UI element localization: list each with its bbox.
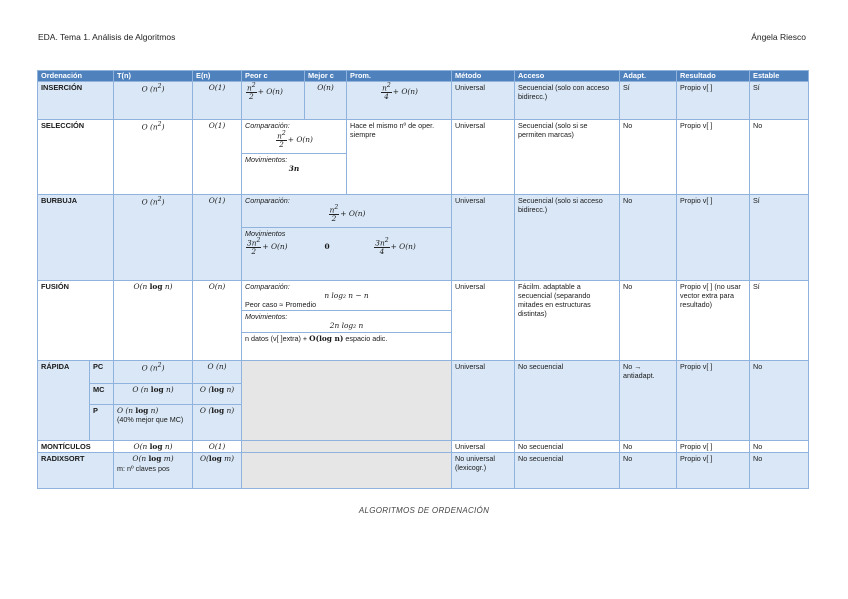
stable: Sí xyxy=(750,281,809,361)
algorithm-name: SELECCIÓN xyxy=(38,120,114,195)
col-header-adapt: Adapt. xyxy=(620,71,677,82)
time-complexity: O(n log n) xyxy=(114,281,193,361)
comparisons-value: $\frac{n^2}{2}$ + O(n) xyxy=(329,204,366,224)
comparisons-label: Comparación: xyxy=(245,121,290,130)
method: Universal xyxy=(452,195,515,281)
access: No secuencial xyxy=(515,453,620,489)
comparisons-value: n log₂ n − n xyxy=(324,291,369,300)
time-complexity: O $(n^2)$ xyxy=(114,195,193,281)
result: Propio v[ ] xyxy=(677,195,750,281)
adaptive: No xyxy=(620,281,677,361)
method: Universal xyxy=(452,441,515,453)
time-complexity: O(n log m) m: nº claves pos xyxy=(114,453,193,489)
movements-label: Movimientos xyxy=(245,229,286,238)
sorting-algorithms-table xyxy=(37,70,809,489)
space-complexity: O(n) xyxy=(193,281,242,361)
result: Propio v[ ] xyxy=(677,82,750,120)
stable: No xyxy=(750,453,809,489)
col-header-estable: Estable xyxy=(750,71,809,82)
table-row xyxy=(38,281,809,361)
algorithm-name: RADIXSORT xyxy=(38,453,114,489)
result: Propio v[ ] xyxy=(677,120,750,195)
time-complexity-mc: O (n log n) xyxy=(114,384,193,405)
adaptive: No xyxy=(620,453,677,489)
space-complexity: O(1) xyxy=(193,120,242,195)
col-header-mejor: Mejor c xyxy=(305,71,347,82)
stable: No xyxy=(750,361,809,441)
method: No universal (lexicogr.) xyxy=(452,453,515,489)
comparisons-value: $\frac{n^2}{2}$ + O(n) xyxy=(277,130,313,150)
stable: Sí xyxy=(750,82,809,120)
table-row xyxy=(38,82,809,120)
table-row xyxy=(38,441,809,453)
algorithm-name: FUSIÓN xyxy=(38,281,114,361)
method: Universal xyxy=(452,361,515,441)
result: Propio v[ ] xyxy=(677,361,750,441)
comparisons-note: Peor caso ≈ Promedio xyxy=(245,300,317,310)
operations-cell-empty xyxy=(242,441,452,453)
col-header-resultado: Resultado xyxy=(677,71,750,82)
best-case: O(n) xyxy=(305,82,347,120)
operations-cell-empty xyxy=(242,453,452,489)
operations-cell xyxy=(242,195,452,281)
table-row xyxy=(38,361,809,384)
access: Fácilm. adaptable a secuencial (separando mitades en estructuras distintas) xyxy=(515,281,620,361)
comparisons-label: Comparación: xyxy=(245,196,290,205)
space-complexity-pc: O (n) xyxy=(193,361,242,384)
stable: Sí xyxy=(750,195,809,281)
result: Propio v[ ] xyxy=(677,441,750,453)
col-header-acceso: Acceso xyxy=(515,71,620,82)
access: Secuencial (solo si acceso bidirecc.) xyxy=(515,195,620,281)
space-complexity: O(1) xyxy=(193,195,242,281)
algorithm-name: INSERCIÓN xyxy=(38,82,114,120)
access: Secuencial (solo si se permiten marcas) xyxy=(515,120,620,195)
access: Secuencial (solo con acceso bidirecc.) xyxy=(515,82,620,120)
col-header-metodo: Método xyxy=(452,71,515,82)
time-complexity: O(n log n) xyxy=(114,441,193,453)
table-caption: ALGORITMOS DE ORDENACIÓN xyxy=(358,506,490,515)
space-complexity: O(1) xyxy=(193,82,242,120)
result: Propio v[ ] (no usar vector extra para resultado) xyxy=(677,281,750,361)
operations-cell xyxy=(242,120,347,195)
col-header-e: E(n) xyxy=(193,71,242,82)
algorithm-name: BURBUJA xyxy=(38,195,114,281)
algorithm-name: MONTÍCULOS xyxy=(38,441,114,453)
operations-cell-empty xyxy=(242,361,452,441)
adaptive: No xyxy=(620,441,677,453)
table-row xyxy=(38,195,809,281)
algorithm-name: RÁPIDA xyxy=(38,361,90,441)
average-case: $\frac{n^2}{4}$ + O(n) xyxy=(347,82,452,120)
table-row xyxy=(38,120,809,195)
time-complexity: O $(n^2)$ xyxy=(114,120,193,195)
case-label-mc: MC xyxy=(90,384,114,405)
movements-value: 2n log₂ n xyxy=(329,321,364,331)
worst-case: $\frac{n^2}{2}$ + O(n) xyxy=(242,82,305,120)
extra-space-note: n datos (v[ ]extra) + O(log n) espacio adic. xyxy=(242,332,451,343)
time-complexity-note: m: nº claves pos xyxy=(117,463,170,473)
movements-worst: $\frac{3n^2}{2}$ + O(n) xyxy=(247,237,288,257)
table-header-row xyxy=(38,71,809,82)
movements-value: 3n xyxy=(288,164,300,173)
time-complexity: O $(n^2)$ xyxy=(114,82,193,120)
space-complexity: O(1) xyxy=(193,441,242,453)
table-row xyxy=(38,453,809,489)
col-header-ordenacion: Ordenación xyxy=(38,71,114,82)
movements-average: $\frac{3n^2}{4}$ + O(n) xyxy=(375,237,416,257)
movements-label: Movimientos: xyxy=(245,312,288,322)
document-header-right: Ángela Riesco xyxy=(751,32,806,42)
time-complexity-p: O (n log n) (40% mejor que MC) xyxy=(114,405,193,441)
movements-block xyxy=(242,310,451,330)
average-case: Hace el mismo nº de oper. siempre xyxy=(347,120,452,195)
comparisons-label: Comparación: xyxy=(245,282,290,291)
space-complexity: O(log m) xyxy=(193,453,242,489)
adaptive: Sí xyxy=(620,82,677,120)
operations-cell xyxy=(242,281,452,361)
col-header-peor: Peor c xyxy=(242,71,305,82)
movements-label: Movimientos: xyxy=(245,155,288,164)
stable: No xyxy=(750,120,809,195)
movements-block xyxy=(242,227,451,256)
average-case-note: (40% mejor que MC) xyxy=(117,415,184,425)
time-complexity-pc: O $(n^2)$ xyxy=(114,361,193,384)
movements-best: 0 xyxy=(324,242,330,252)
col-header-prom: Prom. xyxy=(347,71,452,82)
col-header-t: T(n) xyxy=(114,71,193,82)
document-header-left: EDA. Tema 1. Análisis de Algoritmos xyxy=(38,32,176,42)
method: Universal xyxy=(452,281,515,361)
movements-values xyxy=(245,238,448,256)
access: No secuencial xyxy=(515,361,620,441)
access: No secuencial xyxy=(515,441,620,453)
case-label-p: P xyxy=(90,405,114,441)
method: Universal xyxy=(452,120,515,195)
adaptive: No xyxy=(620,195,677,281)
space-complexity-mc: O (log n) xyxy=(193,384,242,405)
movements-block xyxy=(242,153,346,173)
case-label-pc: PC xyxy=(90,361,114,384)
stable: No xyxy=(750,441,809,453)
result: Propio v[ ] xyxy=(677,453,750,489)
space-complexity-p: O (log n) xyxy=(193,405,242,441)
adaptive: No xyxy=(620,120,677,195)
method: Universal xyxy=(452,82,515,120)
adaptive: No → antiadapt. xyxy=(620,361,677,441)
